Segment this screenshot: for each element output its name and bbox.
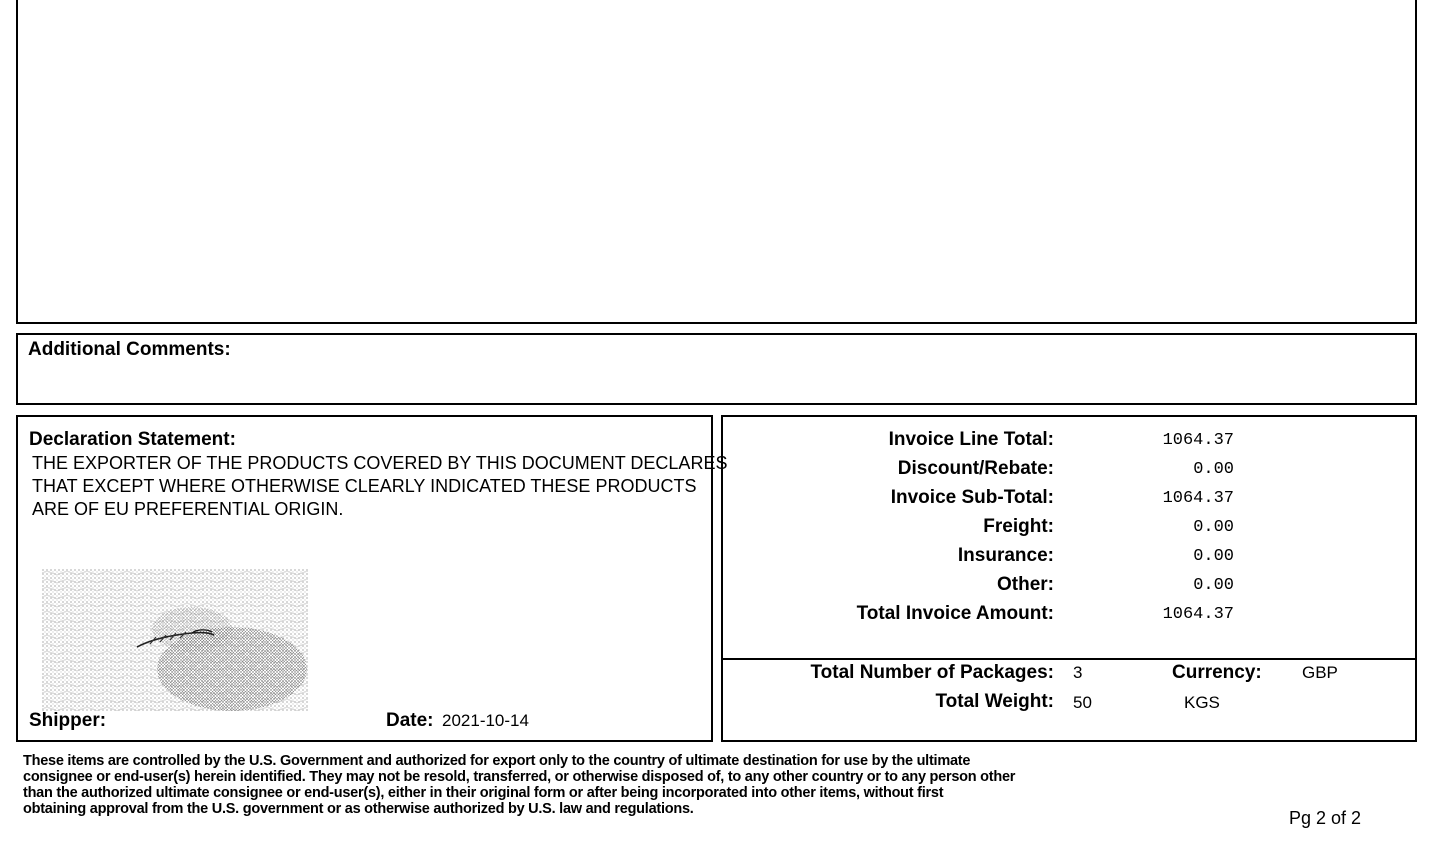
additional-comments-label: Additional Comments:: [28, 339, 231, 360]
total-packages-label: Total Number of Packages:: [810, 662, 1054, 683]
currency-label: Currency:: [1172, 662, 1262, 683]
declaration-line: THE EXPORTER OF THE PRODUCTS COVERED BY THIS DOCUMENT DECLARES: [32, 453, 728, 473]
invoice-line-total-value: 1064.37: [1162, 431, 1234, 450]
weight-unit: KGS: [1184, 693, 1220, 712]
declaration-line: THAT EXCEPT WHERE OTHERWISE CLEARLY INDICATED THESE PRODUCTS: [32, 476, 697, 496]
insurance-value: 0.00: [1193, 547, 1234, 566]
total-packages-value: 3: [1073, 663, 1083, 682]
declaration-section: [16, 415, 728, 742]
discount-rebate-label: Discount/Rebate:: [897, 458, 1054, 479]
invoice-sub-total-label: Invoice Sub-Total:: [890, 487, 1054, 508]
total-weight-label: Total Weight:: [935, 691, 1054, 712]
freight-label: Freight:: [983, 516, 1054, 537]
disclaimer-line: consignee or end-user(s) herein identified. They may not be resold, transferred, or otherwise disposed of, to any other country or to any person other: [23, 769, 1016, 785]
total-invoice-amount-value: 1064.37: [1162, 605, 1234, 624]
currency-value: GBP: [1302, 663, 1338, 682]
additional-comments-section: [16, 333, 1417, 405]
totals-divider: [723, 658, 1415, 660]
discount-rebate-value: 0.00: [1193, 460, 1234, 479]
signature-stamp-image: [42, 569, 308, 711]
items-area: [16, 0, 1417, 324]
declaration-text: [32, 452, 727, 521]
invoice-sub-total-value: 1064.37: [1162, 489, 1234, 508]
total-weight-value: 50: [1073, 693, 1092, 712]
disclaimer-line: These items are controlled by the U.S. Government and authorized for export only to the country of ultimate destination for use by the ultimate: [23, 753, 971, 769]
disclaimer-line: than the authorized ultimate consignee or end-user(s), either in their original form or after being incorporated into other items, without first: [23, 785, 944, 801]
export-control-disclaimer: [23, 753, 1015, 817]
invoice-totals-section: [721, 415, 1417, 742]
page-number: Pg 2 of 2: [1289, 808, 1362, 828]
other-value: 0.00: [1193, 576, 1234, 595]
freight-value: 0.00: [1193, 518, 1234, 537]
total-invoice-amount-label: Total Invoice Amount:: [856, 603, 1054, 624]
invoice-line-total-label: Invoice Line Total:: [888, 429, 1054, 450]
declaration-label: Declaration Statement:: [29, 429, 236, 450]
disclaimer-line: obtaining approval from the U.S. government or as otherwise authorized by U.S. law and regulations.: [23, 801, 694, 817]
date-value: 2021-10-14: [442, 711, 529, 730]
declaration-line: ARE OF EU PREFERENTIAL ORIGIN.: [32, 499, 344, 519]
shipper-label: Shipper:: [29, 710, 107, 731]
date-label: Date:: [386, 710, 434, 731]
insurance-label: Insurance:: [957, 545, 1054, 566]
other-label: Other:: [997, 574, 1054, 595]
